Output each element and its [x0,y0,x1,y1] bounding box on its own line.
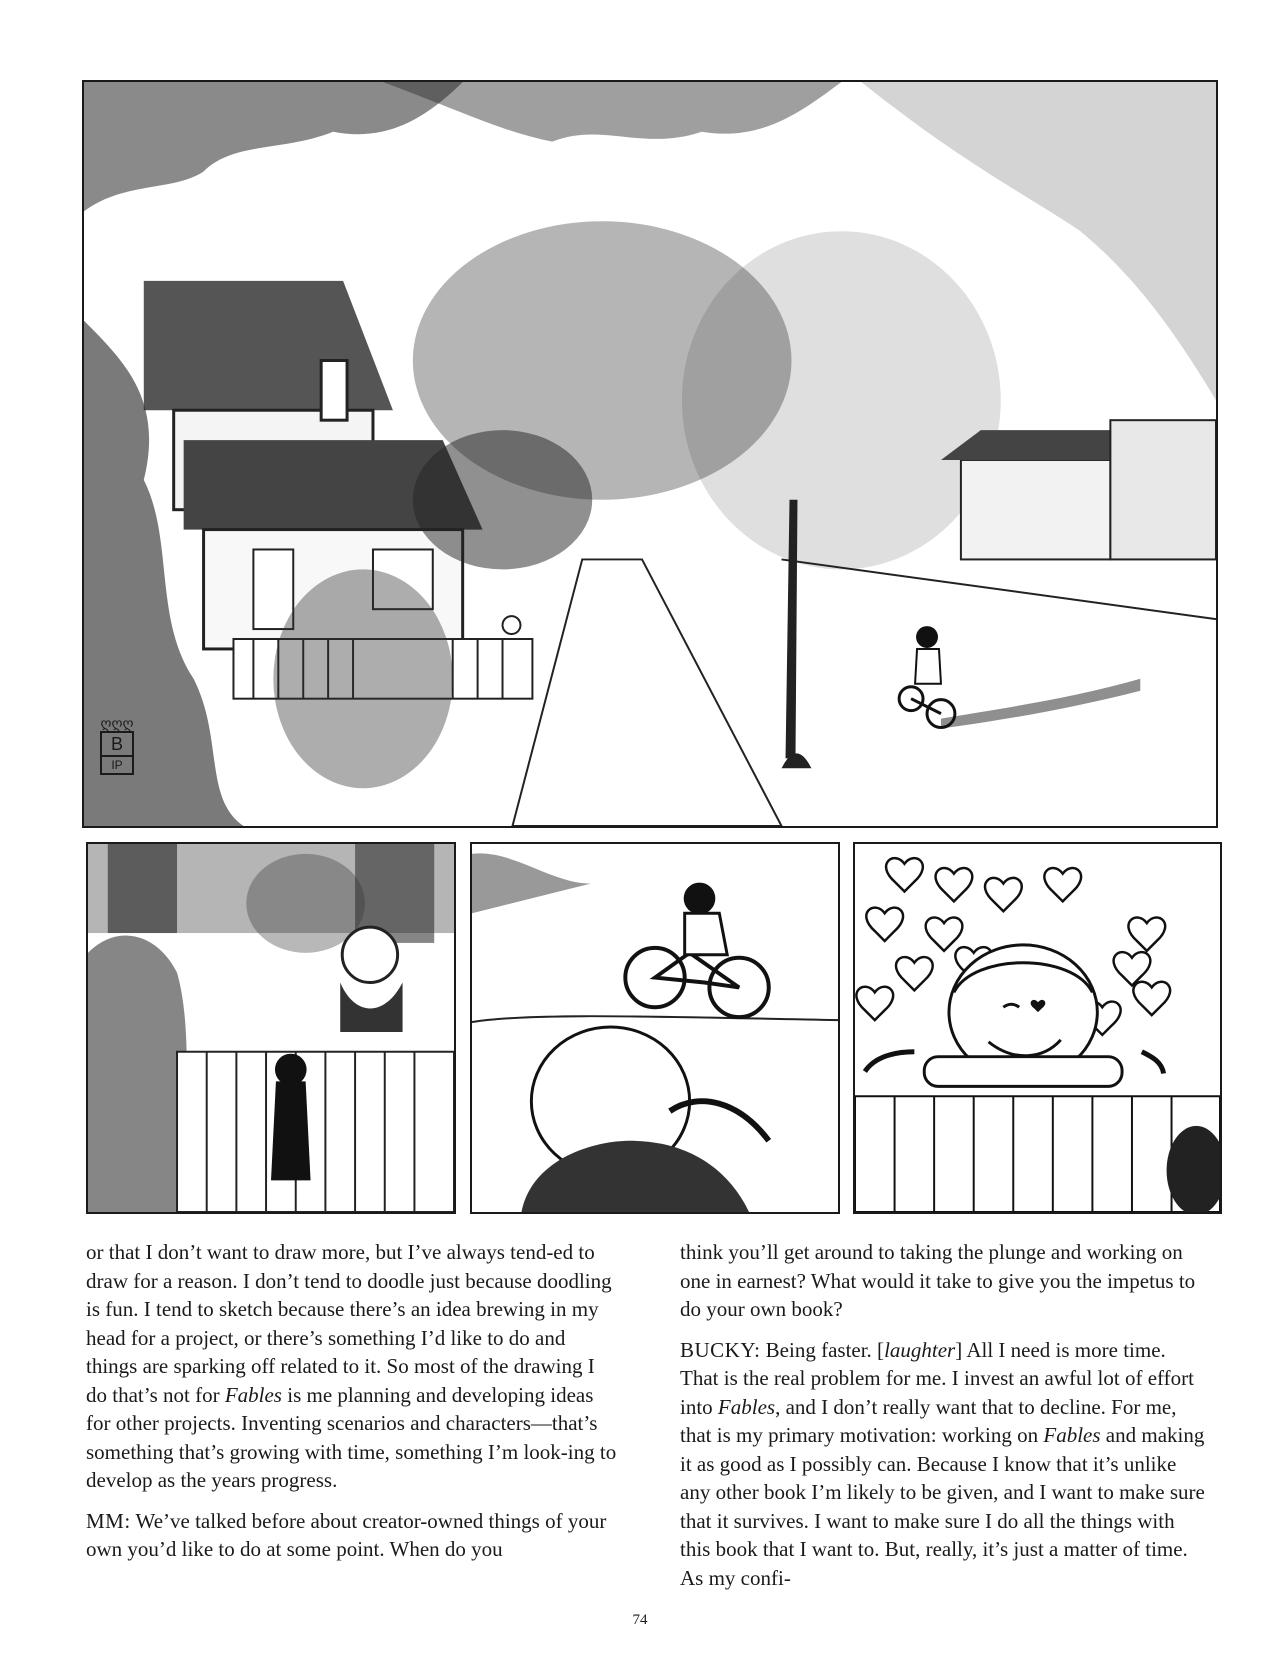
body-text: ] All I need is more time. That is the real problem for me. I invest an awful lot of effort into [680,1337,1194,1419]
body-text: is me planning and developing ideas for other projects. Inventing scenarios and characters—that’s something that’s growing with time, something I’m look-ing to develop as the years progress. [86,1382,617,1492]
italic-text: laughter [884,1337,956,1362]
italic-text: Fables [717,1394,776,1419]
artist-signature [100,716,134,775]
speaker-label: BUCKY: [680,1337,761,1362]
panel-boy-on-bicycle [470,842,840,1214]
body-text: Being faster. [ [760,1337,885,1362]
paragraph [86,1238,618,1495]
paragraph [86,1507,618,1564]
text-column-right [680,1238,1208,1604]
paragraph [680,1238,1208,1324]
street-scene-illustration [84,82,1216,826]
italic-text: Fables [1043,1423,1101,1447]
girl-with-hearts-illustration [855,844,1220,1212]
text-column-left [86,1238,618,1576]
page-number: 74 [632,1612,648,1628]
body-text: think you’ll get around to taking the plunge and working on one in earnest? What would it take to give you the impetus to do your own book? [680,1240,1196,1321]
body-text: and making it as good as I possibly can. Because I know that it’s unlike any other book I’m likely to be given, and I want to make sure that it survives. I want to make sure I do all the things with this book that I want to. But, really, it’s just a matter of time. As my confi- [680,1423,1205,1590]
body-text: , and I don’t really want that to decline. For me, that is my primary motivation: working on [680,1394,1177,1447]
paragraph [680,1336,1208,1593]
body-text: or that I don’t want to draw more, but I’ve always tend-ed to draw for a reason. I don’t tend to doodle just because doodling is fun. I tend to sketch because there’s an idea brewing in my head for a project, or there’s something I’d like to do and things are sparking off related to it. So most of the drawing I do that’s not for [86,1240,612,1407]
signature-crown: ღღღ [100,715,134,731]
panel-street-scene [82,80,1218,828]
signature-sub: IP [100,757,134,775]
signature-initial: B [100,731,134,757]
girl-at-fence-illustration [88,844,454,1212]
italic-text: Fables [224,1382,282,1407]
panel-girl-at-fence [86,842,456,1214]
panel-girl-with-hearts [853,842,1222,1214]
boy-on-bicycle-illustration [472,844,838,1212]
speaker-label: MM: [86,1508,131,1533]
body-text: We’ve talked before about creator-owned things of your own you’d like to do at some point. When do you [86,1508,607,1561]
